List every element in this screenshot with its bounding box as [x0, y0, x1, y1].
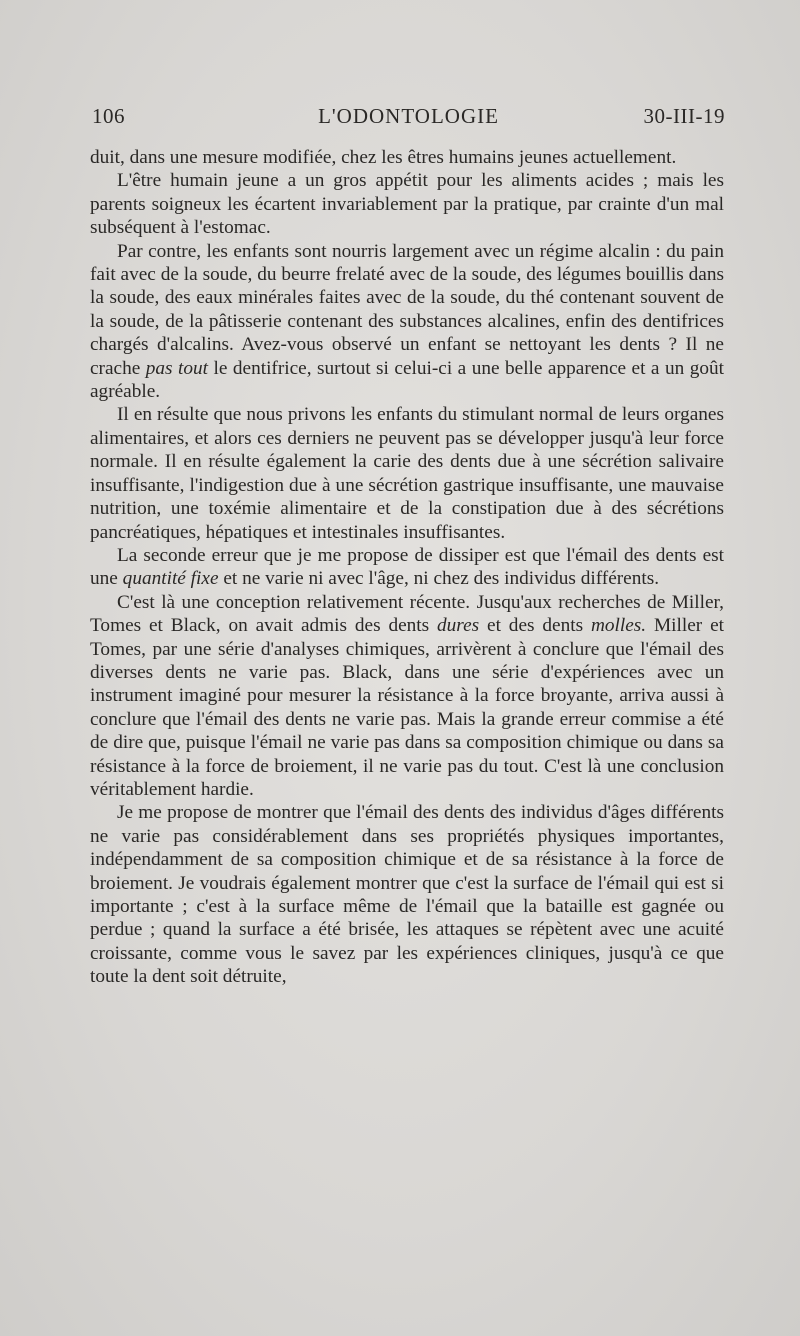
italic-text: molles.: [590, 615, 647, 637]
paragraph: [90, 801, 724, 988]
text-run: Je me propose de montrer que l'émail des dents des individus d'âges différents ne varie pas considérablement dans ses propriétés physiques importantes, indépendamment de sa composition chimique et de sa résistance à la force de broiement. Je voudrais également montrer que c'est la surface de l'émail qui est si importante ; c'est à la surface même de l'émail que la bataille est gagnée ou perdue ; quand la surface a été brisée, les attaques se répètent avec une acuité croissante, comme vous le savez par les expériences cliniques, jusqu'à ce que toute la dent soit détruite,: [90, 802, 724, 988]
paragraph: [90, 169, 724, 239]
paragraph: [90, 544, 724, 591]
text-run: et ne varie ni avec l'âge, ni chez des individus différents.: [218, 568, 660, 590]
body-text: [90, 146, 724, 989]
text-run: le dentifrice, surtout si celui-ci a une belle apparence et a un goût agréable.: [90, 357, 724, 403]
text-run: Il en résulte que nous privons les enfants du stimulant normal de leurs organes alimentaires, et alors ces derniers ne peuvent pas se développer jusqu'à leur force normale. Il en résulte également la carie des dents due à une sécrétion salivaire insuffisante, l'indigestion due à une sécrétion gastrique insuffisante, une mauvaise nutrition, une toxémie alimentaire et de la constipation due à des sécrétions pancréatiques, hépatiques et intestinales insuffisantes.: [90, 404, 724, 543]
paragraph: [90, 146, 724, 169]
text-run: L'être humain jeune a un gros appétit pour les aliments acides ; mais les parents soigneux les écartent invariablement par la pratique, par crainte d'un mal subséquent à l'estomac.: [90, 170, 724, 239]
issue-date: 30-III-19: [643, 104, 725, 128]
text-run: C'est là une conception relativement récente. Jusqu'aux recherches de Miller, Tomes et Black, on avait admis des dents: [90, 591, 724, 637]
paragraph: [90, 591, 724, 802]
text-run: La seconde erreur que je me propose de dissiper est que l'émail des dents est une: [90, 544, 724, 590]
italic-text: pas tout: [145, 357, 209, 379]
paragraph: [90, 240, 724, 404]
text-run: duit, dans une mesure modifiée, chez les êtres humains jeunes actuellement.: [90, 147, 677, 168]
italic-text: dures: [437, 615, 480, 637]
text-run: Par contre, les enfants sont nourris largement avec un régime alcalin : du pain fait avec de la soude, du beurre frelaté avec de la soude, des légumes bouillis dans la soude, des eaux minérales faites avec de la soude, du thé contenant souvent de la soude, de la pâtisserie contenant des substances alcalines, enfin des dentifrices chargés d'alcalins. Avez-vous observé un enfant se nettoyant les dents ? Il ne crache: [90, 240, 724, 379]
text-run: et des dents: [479, 615, 591, 637]
running-header: [92, 104, 725, 134]
page-number: 106: [92, 104, 125, 128]
paragraph: [90, 403, 724, 543]
italic-text: quantité fixe: [122, 568, 219, 590]
text-run: Miller et Tomes, par une série d'analyses chimiques, arrivèrent à conclure que l'émail des diverses dents ne varie pas. Black, dans une série d'expériences avec un instrument imaginé pour mesurer la résistance à la force broyante, arriva aussi à conclure que l'émail des dents ne varie pas. Mais la grande erreur commise a été de dire que, puisque l'émail ne varie pas dans sa composition chimique ou dans sa résistance à la force de broiement, il ne varie pas du tout. C'est là une conclusion véritablement hardie.: [90, 615, 724, 800]
running-title: L'ODONTOLOGIE: [318, 104, 499, 128]
